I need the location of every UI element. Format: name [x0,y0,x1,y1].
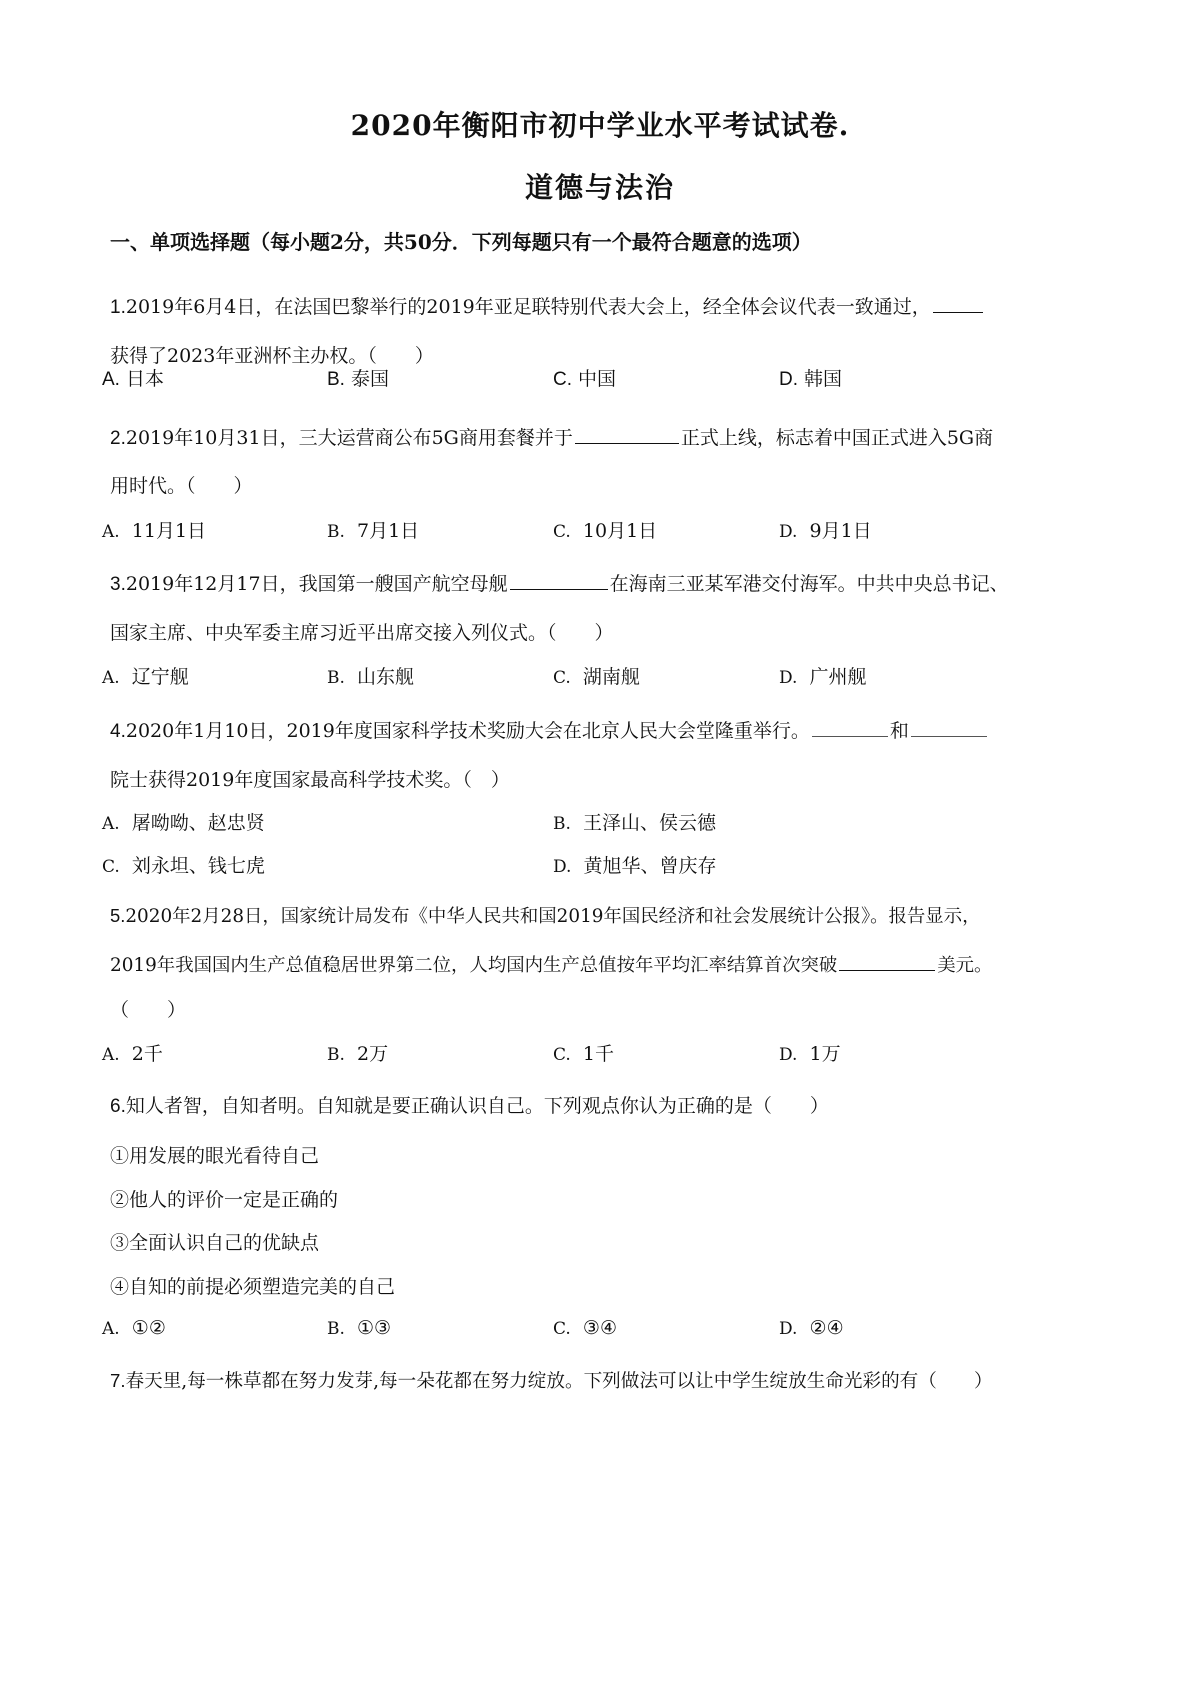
question-number: 1. [110,297,126,318]
answer-blank [575,425,679,444]
option-a: A. 屠呦呦、赵忠贤 [102,812,265,834]
question-4-line-2: 院士获得2019年度国家最高科学技术奖。（ ） [110,769,510,791]
option-a: A. 2千 [102,1043,163,1065]
option-c: C. ③④ [553,1317,617,1339]
option-b: B. 2万 [327,1043,389,1065]
option-c: C. 10月1日 [553,520,658,542]
option-c: C. 中国 [553,368,617,390]
page-title: 2020年衡阳市初中学业水平考试试卷. [350,109,850,142]
question-text: 2019年6月4日，在法国巴黎举行的2019年亚足联特别代表大会上，经全体会议代表一致通过， [125,296,931,318]
question-7: 7.春天里,每一株草都在努力发芽,每一朵花都在努力绽放。下列做法可以让中学生绽放生命光彩的有（ ） [110,1370,993,1392]
option-c: C. 湖南舰 [553,666,640,688]
question-4: 4.2020年1月10日，2019年度国家科学技术奖励大会在北京人民大会堂隆重举行。 和 [110,716,1100,743]
statement-1: ①用发展的眼光看待自己 [110,1145,320,1167]
answer-blank [812,718,888,737]
option-a: A. 11月1日 [102,520,207,542]
statement-2: ②他人的评价一定是正确的 [110,1189,339,1211]
option-b: B. 山东舰 [327,666,415,688]
option-d: D. 黄旭华、曾庆存 [553,855,717,877]
answer-blank [839,952,935,971]
option-c: C. 1千 [553,1043,614,1065]
question-5-line-2: 2019年我国国内生产总值稳居世界第二位，人均国内生产总值按年平均汇率结算首次突破 美元。 [110,951,1100,977]
question-5-line-3: （ ） [110,999,187,1021]
question-1-line-2: 获得了2023年亚洲杯主办权。（ ） [110,345,434,367]
option-a: A. 日本 [102,368,165,390]
question-5: 5.2020年2月28日，国家统计局发布《中华人民共和国2019年国民经济和社会发展统计公报》。报告显示， [110,905,981,927]
answer-blank [510,571,608,590]
option-d: D. 1万 [779,1043,841,1065]
option-d: D. 广州舰 [779,666,867,688]
question-2-line-2: 用时代。（ ） [110,475,253,497]
option-a: A. 辽宁舰 [102,666,189,688]
section-heading: 一、单项选择题（每小题2分，共50分．下列每题只有一个最符合题意的选项） [110,230,812,254]
question-2: 2.2019年10月31日，三大运营商公布5G商用套餐并于 正式上线，标志着中国正式进入5G商 [110,427,994,449]
statement-4: ④自知的前提必须塑造完美的自己 [110,1276,396,1298]
answer-blank [933,294,983,313]
option-b: B. ①③ [327,1317,392,1339]
question-3-line-2: 国家主席、中央军委主席习近平出席交接入列仪式。（ ） [110,622,614,644]
option-a: A. ①② [102,1317,166,1339]
option-d: D. ②④ [779,1317,844,1339]
option-c: C. 刘永坦、钱七虎 [102,855,265,877]
option-b: B. 7月1日 [327,520,420,542]
question-1 [110,292,1100,319]
option-b: B. 王泽山、侯云德 [553,812,717,834]
answer-blank [911,718,987,737]
option-d: D. 9月1日 [779,520,872,542]
page-subtitle: 道德与法治 [524,171,675,204]
question-3: 3.2019年12月17日，我国第一艘国产航空母舰 在海南三亚某军港交付海军。中共中央总书记、 [110,573,1009,595]
option-b: B. 泰国 [327,368,390,390]
option-d: D. 韩国 [779,368,843,390]
statement-3: ③全面认识自己的优缺点 [110,1232,320,1254]
question-6: 6.知人者智，自知者明。自知就是要正确认识自己。下列观点你认为正确的是（ ） [110,1095,829,1117]
